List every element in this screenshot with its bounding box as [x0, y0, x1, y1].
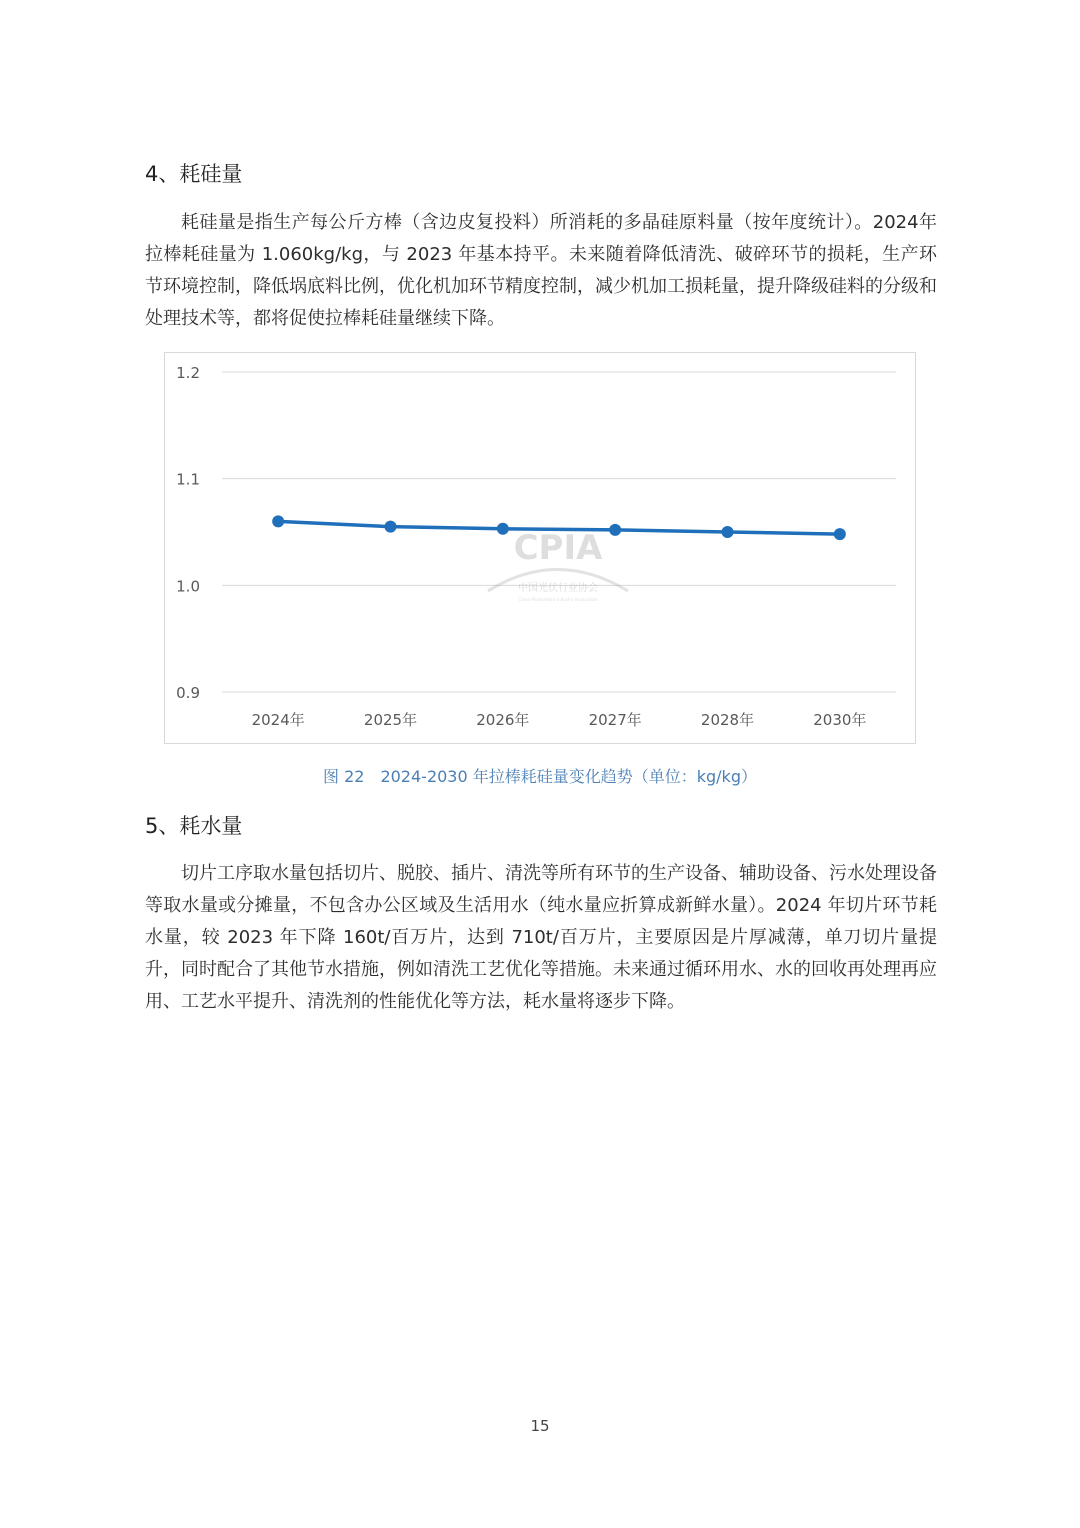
x-tick-label: 2027年	[588, 711, 642, 729]
x-tick-label: 2025年	[363, 711, 418, 729]
watermark-name-en: China Photovoltaic Industry Association	[518, 597, 598, 602]
water-consumption-paragraph: 切片工序取水量包括切片、脱胶、插片、清洗等所有环节的生产设备、辅助设备、污水处理设备等取水量或分摊量，不包含办公区域及生活用水（纯水量应折算成新鲜水量）。2024 年切片环节耗水量，较 2023 年下降 160t/百万片，达到 710t/百万片，主要原因是片厚减薄，单刀切片量提升，同时配合了其他节水措施，例如清洗工艺优化等措施。未来通过循环用水、水的回收再处理再应用、工艺水平提升、清洗剂的性能优化等方法，耗水量将逐步下降。	[145, 863, 937, 1012]
x-tick-label: 2030年	[813, 711, 867, 729]
y-tick-label: 0.9	[176, 684, 200, 702]
data-point	[609, 524, 621, 536]
cpia-watermark	[488, 528, 628, 602]
data-point	[834, 528, 846, 540]
data-point	[272, 515, 284, 527]
watermark-name-cn: 中国光伏行业协会	[518, 583, 598, 594]
line-chart	[164, 352, 916, 744]
silicon-consumption-paragraph: 耗硅量是指生产每公斤方棒（含边皮复投料）所消耗的多晶硅原料量（按年度统计）。2024年拉棒耗硅量为 1.060kg/kg，与 2023 年基本持平。未来随着降低清洗、破碎环节的损耗，生产环节环境控制，降低埚底料比例，优化机加环节精度控制，减少机加工损耗量，提升降级硅料的分级和处理技术等，都将促使拉棒耗硅量继续下降。	[145, 212, 937, 329]
data-point	[722, 526, 734, 538]
y-tick-label: 1.1	[176, 470, 200, 489]
x-tick-label: 2028年	[700, 711, 755, 729]
x-tick-label: 2024年	[251, 711, 305, 729]
x-tick-label: 2026年	[476, 711, 530, 729]
watermark-logo-text: CPIA	[513, 528, 603, 568]
y-tick-label: 1.0	[176, 577, 200, 596]
data-point	[385, 521, 397, 533]
data-point	[497, 523, 509, 535]
chart-canvas	[165, 353, 915, 743]
section-heading-water-consumption: 5、耗水量	[145, 814, 243, 838]
page-number: 15	[530, 1417, 550, 1435]
figure-caption: 图 22 2024-2030 年拉棒耗硅量变化趋势（单位：kg/kg）	[323, 767, 757, 786]
y-tick-label: 1.2	[176, 364, 200, 382]
section-heading-silicon-consumption: 4、耗硅量	[145, 162, 243, 186]
